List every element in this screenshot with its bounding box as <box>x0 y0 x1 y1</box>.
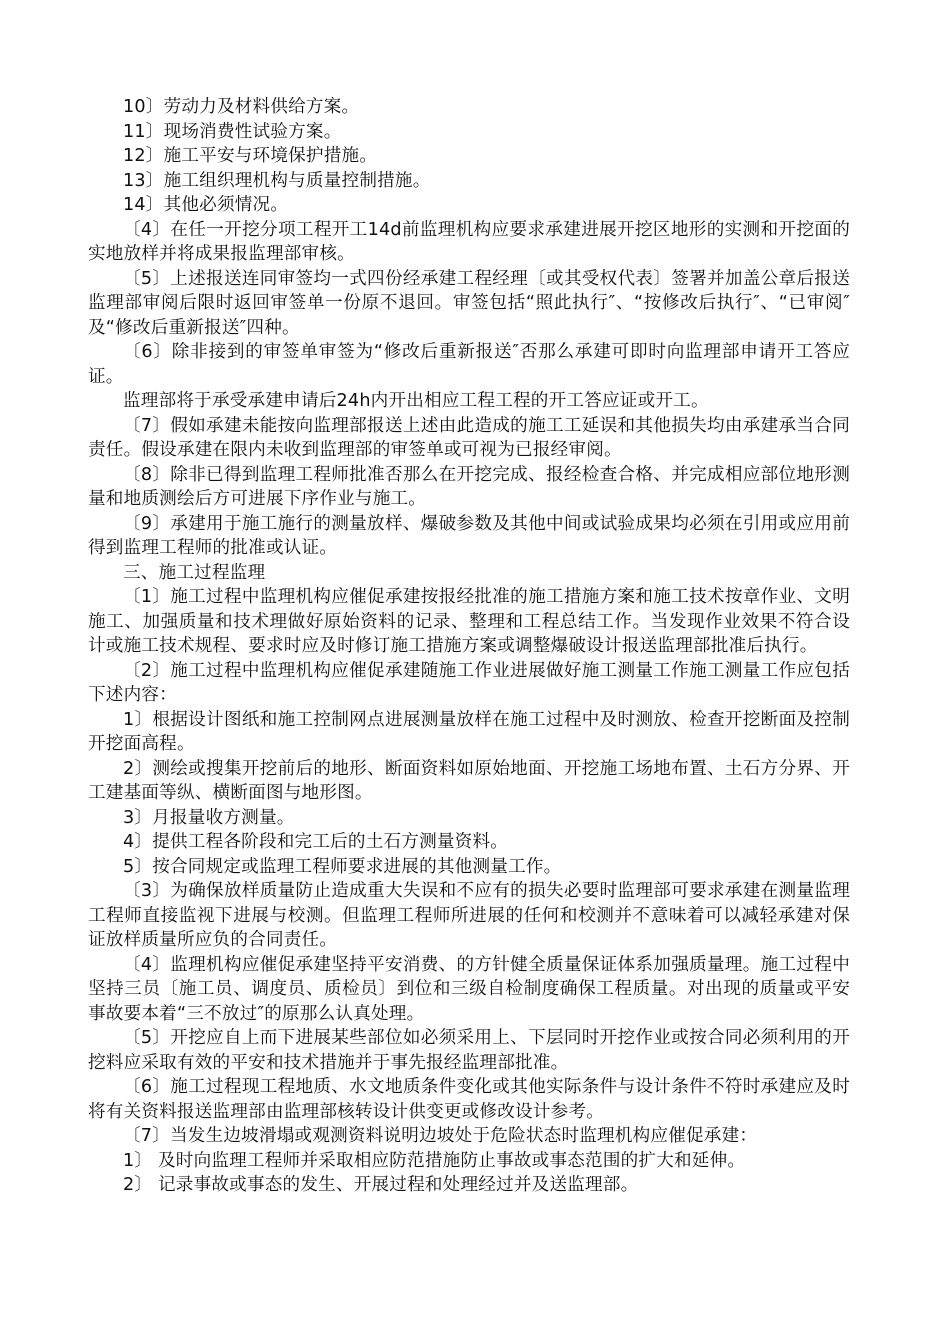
list-item-13: 13〕施工组织理机构与质量控制措施。 <box>123 170 431 191</box>
paragraph-item-6: 〔6〕除非接到的审签单审签为“修改后重新报送″否那么承建可即时向监理部申请开工答应证。 <box>88 342 850 387</box>
sub-item-1b: 1〕 及时向监理工程师并采取相应防范措施防止事故或事态范围的扩大和延伸。 <box>123 1150 746 1171</box>
sub-item-2b: 2〕 记录事故或事态的发生、开展过程和处理经过并及送监理部。 <box>123 1175 639 1195</box>
list-item-14: 14〕其他必须情况。 <box>123 195 289 215</box>
paragraph-item-7: 〔7〕假如承建未能按向监理部报送上述由此造成的施工工延误和其他损失均由承建承当合同责任。假设承建在限内未收到监理部的审签单或可视为已报经审阅。 <box>88 415 850 460</box>
paragraph-supervision-note: 监理部将于承受承建申请后24h内开出相应工程工程的开工答应证或开工。 <box>123 391 709 411</box>
sub-item-5: 5〕按合同规定或监理工程师要求进展的其他测量工作。 <box>123 856 562 877</box>
paragraph-section3-item-4: 〔4〕监理机构应催促承建坚持平安消费、的方针健全质量保证体系加强质量理。施工过程中坚持三员〔施工员、调度员、质检员〕到位和三级自检制度确保工程质量。对出现的质量或平安事故要本着“三不放过″的原那么认真处理。 <box>88 954 850 1024</box>
sub-item-4: 4〕提供工程各阶段和完工后的土石方测量资料。 <box>123 832 509 852</box>
list-item-10: 10〕劳动力及材料供给方案。 <box>123 97 360 117</box>
paragraph-item-9: 〔9〕承建用于施工施行的测量放样、爆破参数及其他中间或试验成果均必须在引用或应用前得到监理工程师的批准或认证。 <box>88 513 850 558</box>
section-heading: 三、施工过程监理 <box>123 562 266 583</box>
paragraph-item-4: 〔4〕在任一开挖分项工程开工14d前监理机构应要求承建进展开挖区地形的实测和开挖面的实地放样并将成果报监理部审核。 <box>88 219 850 264</box>
paragraph-section3-item-3: 〔3〕为确保放样质量防止造成重大失误和不应有的损失必要时监理部可要求承建在测量监理工程师直接监视下进展与校测。但监理工程师所进展的任何和校测并不意味着可以减轻承建对保证放样质量所应负的合同责任。 <box>88 881 850 950</box>
paragraph-section3-item-1: 〔1〕施工过程中监理机构应催促承建按报经批准的施工措施方案和施工技术按章作业、文明施工、加强质量和技术理做好原始资料的记录、整理和工程总结工作。当发现作业效果不符合设计或施工技术规程、要求时应及时修订施工措施方案或调整爆破设计报送监理部批准后执行。 <box>88 587 850 656</box>
sub-item-1: 1〕根据设计图纸和施工控制网点进展测量放样在施工过程中及时测放、检查开挖断面及控制开挖面高程。 <box>88 709 850 754</box>
document-body <box>88 95 850 1198</box>
list-item-11: 11〕现场消费性试验方案。 <box>123 121 342 142</box>
paragraph-section3-item-2: 〔2〕施工过程中监理机构应催促承建随施工作业进展做好施工测量工作施工测量工作应包括下述内容： <box>88 660 850 705</box>
sub-item-2: 2〕测绘或搜集开挖前后的地形、断面资料如原始地面、开挖施工场地布置、土石方分界、开工建基面等纵、横断面图与地形图。 <box>88 758 850 803</box>
paragraph-item-8: 〔8〕除非已得到监理工程师批准否那么在开挖完成、报经检查合格、并完成相应部位地形测量和地质测绘后方可进展下序作业与施工。 <box>88 464 850 509</box>
sub-item-3: 3〕月报量收方测量。 <box>123 807 295 828</box>
paragraph-section3-item-7: 〔7〕当发生边坡滑塌或观测资料说明边坡处于危险状态时监理机构应催促承建： <box>123 1126 758 1146</box>
list-item-12: 12〕施工平安与环境保护措施。 <box>123 146 378 166</box>
paragraph-section3-item-6: 〔6〕施工过程现工程地质、水文地质条件变化或其他实际条件与设计条件不符时承建应及时将有关资料报送监理部由监理部核转设计供变更或修改设计参考。 <box>88 1077 850 1122</box>
paragraph-item-5: 〔5〕上述报送连同审签均一式四份经承建工程经理〔或其受权代表〕签署并加盖公章后报送监理部审阅后限时返回审签单一份原不退回。审签包括“照此执行″、“按修改后执行″、“已审阅″及“修改后重新报送″四种。 <box>88 268 850 338</box>
paragraph-section3-item-5: 〔5〕开挖应自上而下进展某些部位如必须采用上、下层同时开挖作业或按合同必须利用的开挖料应采取有效的平安和技术措施并于事先报经监理部批准。 <box>88 1028 850 1073</box>
